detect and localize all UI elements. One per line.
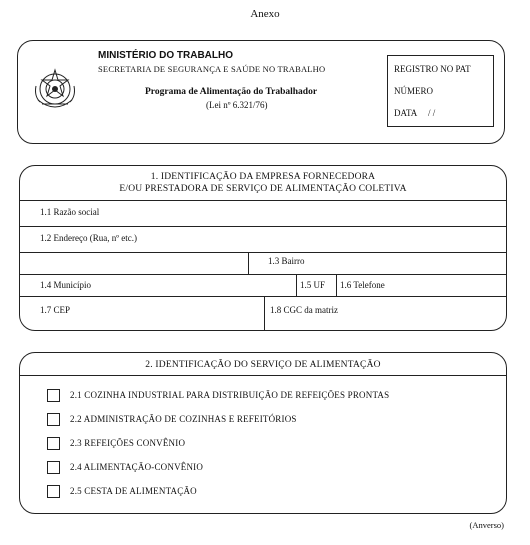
section1-box [19, 165, 507, 331]
checkbox-administracao-cozinhas[interactable] [47, 413, 60, 426]
law-reference: (Lei nº 6.321/76) [206, 100, 268, 110]
page-side-label: (Anverso) [469, 520, 504, 530]
field-bairro[interactable]: 1.3 Bairro [268, 256, 305, 266]
field-razao-social[interactable]: 1.1 Razão social [40, 207, 100, 217]
field-endereco[interactable]: 1.2 Endereço (Rua, nº etc.) [40, 233, 138, 243]
registro-numero-label: NÚMERO [394, 86, 434, 96]
row-divider [20, 375, 506, 376]
column-divider [264, 296, 265, 330]
option-refeicoes-convenio: 2.3 REFEIÇÕES CONVÊNIO [70, 438, 186, 448]
section2-title: 2. IDENTIFICAÇÃO DO SERVIÇO DE ALIMENTAÇÃO [145, 360, 381, 370]
row-divider [20, 252, 506, 253]
option-alimentacao-convenio: 2.4 ALIMENTAÇÃO-CONVÊNIO [70, 462, 204, 472]
row-divider [20, 226, 506, 227]
section1-title-line1: 1. IDENTIFICAÇÃO DA EMPRESA FORNECEDORA [150, 172, 376, 182]
option-administracao-cozinhas: 2.2 ADMINISTRAÇÃO DE COZINHAS E REFEITÓRIOS [70, 414, 297, 424]
section2-box [19, 352, 507, 514]
checkbox-cesta-alimentacao[interactable] [47, 485, 60, 498]
annex-title: Anexo [250, 8, 280, 20]
column-divider [336, 274, 337, 296]
column-divider [248, 252, 249, 274]
field-telefone[interactable]: 1.6 Telefone [340, 280, 385, 290]
checkbox-cozinha-industrial[interactable] [47, 389, 60, 402]
secretaria-name: SECRETARIA DE SEGURANÇA E SAÚDE NO TRABALHO [98, 64, 326, 74]
registro-title: REGISTRO NO PAT [394, 64, 471, 74]
field-municipio[interactable]: 1.4 Município [40, 280, 91, 290]
field-cep[interactable]: 1.7 CEP [40, 305, 71, 315]
section1-title-line2: E/OU PRESTADORA DE SERVIÇO DE ALIMENTAÇÃO COLETIVA [119, 184, 407, 194]
registro-box [387, 55, 494, 127]
ministry-name: MINISTÉRIO DO TRABALHO [98, 50, 233, 61]
field-uf[interactable]: 1.5 UF [300, 280, 326, 290]
row-divider [20, 274, 506, 275]
coat-of-arms-icon [30, 66, 80, 116]
field-cgc-matriz[interactable]: 1.8 CGC da matriz [270, 305, 338, 315]
row-divider [20, 200, 506, 201]
registro-data-separators: / / [428, 108, 436, 118]
program-title: Programa de Alimentação do Trabalhador [145, 87, 318, 97]
column-divider [296, 274, 297, 296]
registro-data-label: DATA [394, 108, 418, 118]
option-cesta-alimentacao: 2.5 CESTA DE ALIMENTAÇÃO [70, 486, 197, 496]
option-cozinha-industrial: 2.1 COZINHA INDUSTRIAL PARA DISTRIBUIÇÃO DE REFEIÇÕES PRONTAS [70, 390, 390, 400]
row-divider [20, 296, 506, 297]
checkbox-alimentacao-convenio[interactable] [47, 461, 60, 474]
checkbox-refeicoes-convenio[interactable] [47, 437, 60, 450]
